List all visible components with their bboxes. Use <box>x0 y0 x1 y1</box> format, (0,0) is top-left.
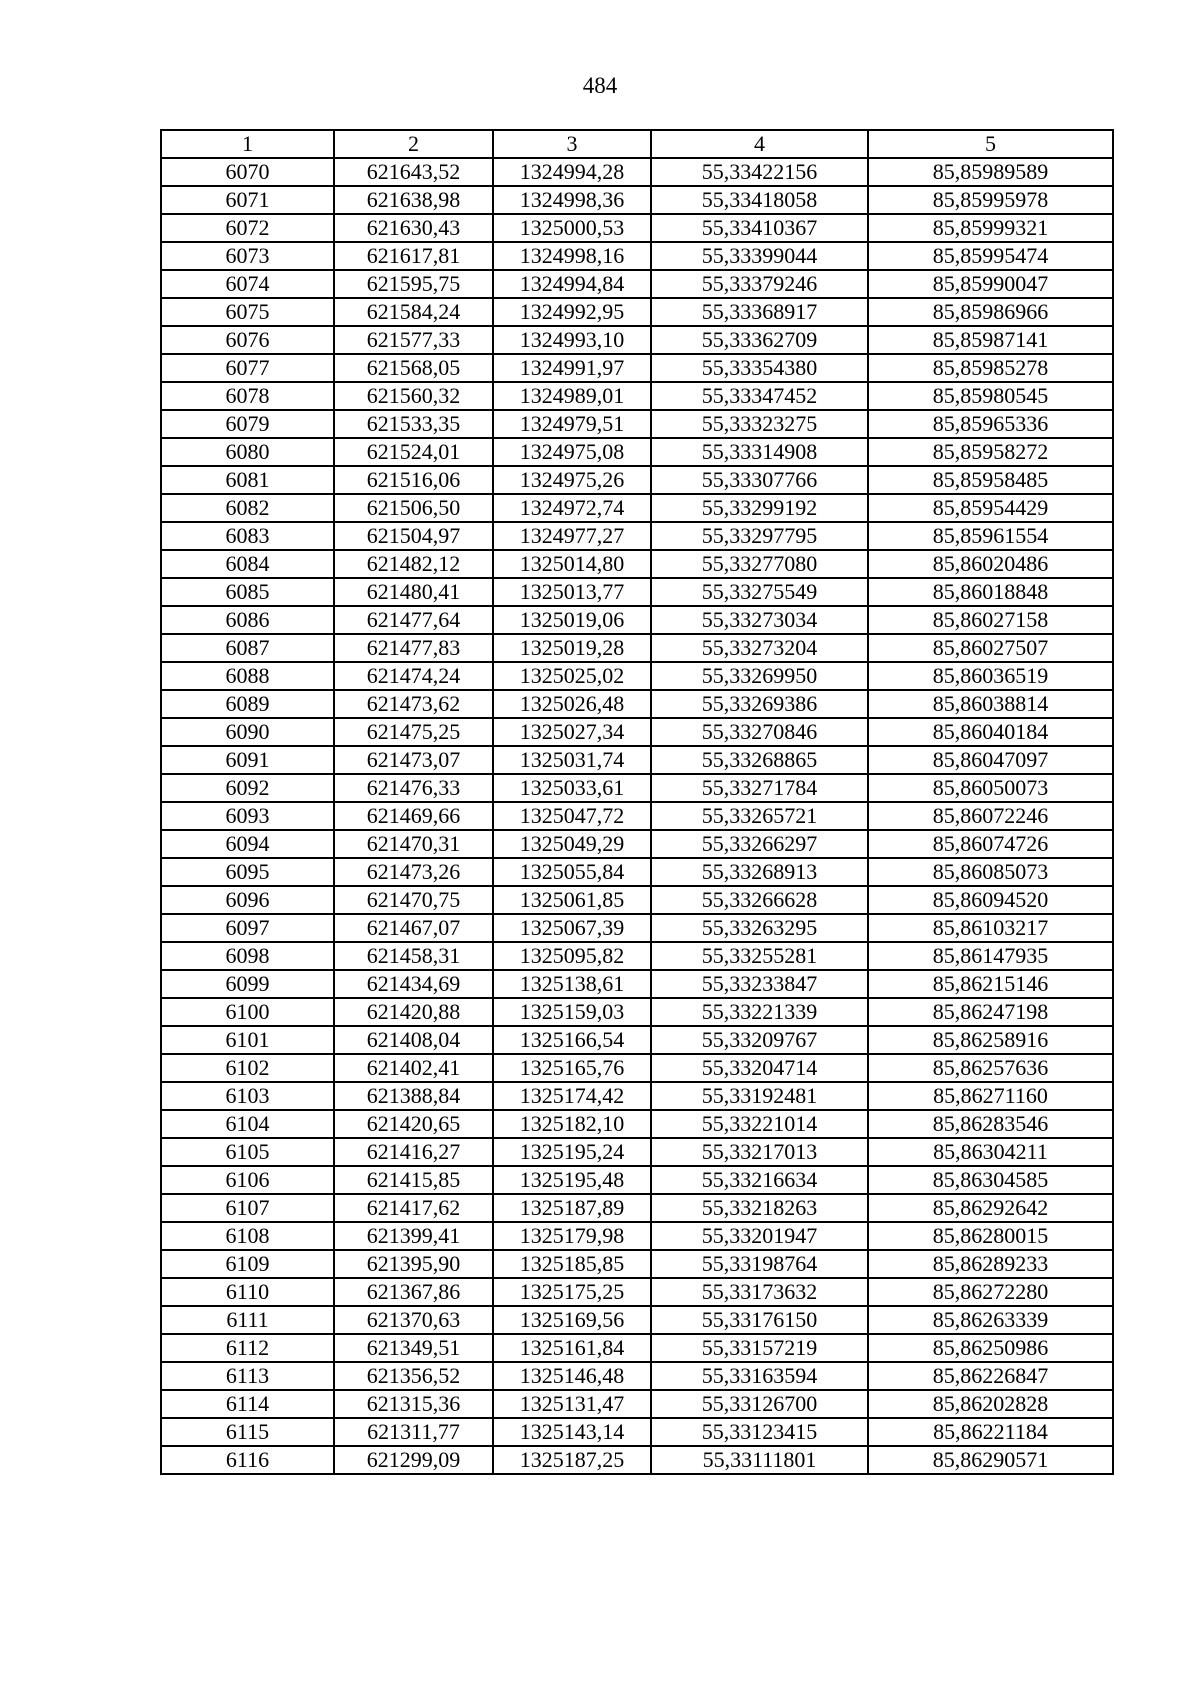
y-coordinate-cell: 1325185,85 <box>493 1250 651 1278</box>
y-coordinate-cell: 1325174,42 <box>493 1082 651 1110</box>
latitude-cell: 55,33255281 <box>651 942 868 970</box>
point-number-cell: 6106 <box>161 1166 334 1194</box>
y-coordinate-cell: 1325000,53 <box>493 214 651 242</box>
x-coordinate-cell: 621504,97 <box>334 522 493 550</box>
latitude-cell: 55,33176150 <box>651 1306 868 1334</box>
y-coordinate-cell: 1325179,98 <box>493 1222 651 1250</box>
latitude-cell: 55,33265721 <box>651 802 868 830</box>
y-coordinate-cell: 1324975,26 <box>493 466 651 494</box>
latitude-cell: 55,33126700 <box>651 1390 868 1418</box>
x-coordinate-cell: 621473,07 <box>334 746 493 774</box>
longitude-cell: 85,85999321 <box>868 214 1113 242</box>
latitude-cell: 55,33422156 <box>651 158 868 186</box>
y-coordinate-cell: 1325055,84 <box>493 858 651 886</box>
y-coordinate-cell: 1324979,51 <box>493 410 651 438</box>
x-coordinate-cell: 621469,66 <box>334 802 493 830</box>
y-coordinate-cell: 1325026,48 <box>493 690 651 718</box>
x-coordinate-cell: 621506,50 <box>334 494 493 522</box>
x-coordinate-cell: 621617,81 <box>334 242 493 270</box>
x-coordinate-cell: 621595,75 <box>334 270 493 298</box>
column-header: 4 <box>651 130 868 158</box>
longitude-cell: 85,86074726 <box>868 830 1113 858</box>
longitude-cell: 85,86072246 <box>868 802 1113 830</box>
longitude-cell: 85,86027158 <box>868 606 1113 634</box>
latitude-cell: 55,33307766 <box>651 466 868 494</box>
latitude-cell: 55,33266297 <box>651 830 868 858</box>
latitude-cell: 55,33314908 <box>651 438 868 466</box>
column-header: 5 <box>868 130 1113 158</box>
point-number-cell: 6103 <box>161 1082 334 1110</box>
latitude-cell: 55,33201947 <box>651 1222 868 1250</box>
point-number-cell: 6097 <box>161 914 334 942</box>
latitude-cell: 55,33221339 <box>651 998 868 1026</box>
x-coordinate-cell: 621349,51 <box>334 1334 493 1362</box>
x-coordinate-cell: 621399,41 <box>334 1222 493 1250</box>
longitude-cell: 85,86215146 <box>868 970 1113 998</box>
longitude-cell: 85,86027507 <box>868 634 1113 662</box>
longitude-cell: 85,86018848 <box>868 578 1113 606</box>
table-row <box>161 1222 1113 1250</box>
latitude-cell: 55,33217013 <box>651 1138 868 1166</box>
latitude-cell: 55,33233847 <box>651 970 868 998</box>
x-coordinate-cell: 621516,06 <box>334 466 493 494</box>
x-coordinate-cell: 621560,32 <box>334 382 493 410</box>
table-row <box>161 942 1113 970</box>
x-coordinate-cell: 621467,07 <box>334 914 493 942</box>
table-row <box>161 1166 1113 1194</box>
longitude-cell: 85,85990047 <box>868 270 1113 298</box>
point-number-cell: 6084 <box>161 550 334 578</box>
latitude-cell: 55,33163594 <box>651 1362 868 1390</box>
table-row <box>161 1026 1113 1054</box>
latitude-cell: 55,33323275 <box>651 410 868 438</box>
point-number-cell: 6107 <box>161 1194 334 1222</box>
table-row <box>161 718 1113 746</box>
longitude-cell: 85,86263339 <box>868 1306 1113 1334</box>
latitude-cell: 55,33399044 <box>651 242 868 270</box>
point-number-cell: 6077 <box>161 354 334 382</box>
point-number-cell: 6098 <box>161 942 334 970</box>
point-number-cell: 6089 <box>161 690 334 718</box>
point-number-cell: 6088 <box>161 662 334 690</box>
table-body <box>161 158 1113 1474</box>
latitude-cell: 55,33270846 <box>651 718 868 746</box>
longitude-cell: 85,85958485 <box>868 466 1113 494</box>
point-number-cell: 6115 <box>161 1418 334 1446</box>
latitude-cell: 55,33216634 <box>651 1166 868 1194</box>
table-row <box>161 662 1113 690</box>
x-coordinate-cell: 621356,52 <box>334 1362 493 1390</box>
table-row <box>161 886 1113 914</box>
longitude-cell: 85,86292642 <box>868 1194 1113 1222</box>
longitude-cell: 85,86250986 <box>868 1334 1113 1362</box>
y-coordinate-cell: 1325027,34 <box>493 718 651 746</box>
table-row <box>161 830 1113 858</box>
y-coordinate-cell: 1325033,61 <box>493 774 651 802</box>
table-row <box>161 746 1113 774</box>
x-coordinate-cell: 621415,85 <box>334 1166 493 1194</box>
point-number-cell: 6081 <box>161 466 334 494</box>
longitude-cell: 85,86040184 <box>868 718 1113 746</box>
y-coordinate-cell: 1324977,27 <box>493 522 651 550</box>
longitude-cell: 85,86272280 <box>868 1278 1113 1306</box>
longitude-cell: 85,85986966 <box>868 298 1113 326</box>
y-coordinate-cell: 1325047,72 <box>493 802 651 830</box>
table-row <box>161 298 1113 326</box>
point-number-cell: 6072 <box>161 214 334 242</box>
table-row <box>161 326 1113 354</box>
longitude-cell: 85,86226847 <box>868 1362 1113 1390</box>
point-number-cell: 6079 <box>161 410 334 438</box>
y-coordinate-cell: 1325025,02 <box>493 662 651 690</box>
table-row <box>161 242 1113 270</box>
longitude-cell: 85,86036519 <box>868 662 1113 690</box>
table-row <box>161 1250 1113 1278</box>
longitude-cell: 85,86271160 <box>868 1082 1113 1110</box>
latitude-cell: 55,33271784 <box>651 774 868 802</box>
longitude-cell: 85,86050073 <box>868 774 1113 802</box>
x-coordinate-cell: 621477,64 <box>334 606 493 634</box>
latitude-cell: 55,33273034 <box>651 606 868 634</box>
latitude-cell: 55,33418058 <box>651 186 868 214</box>
point-number-cell: 6091 <box>161 746 334 774</box>
y-coordinate-cell: 1325159,03 <box>493 998 651 1026</box>
longitude-cell: 85,85987141 <box>868 326 1113 354</box>
latitude-cell: 55,33354380 <box>651 354 868 382</box>
point-number-cell: 6101 <box>161 1026 334 1054</box>
x-coordinate-cell: 621367,86 <box>334 1278 493 1306</box>
x-coordinate-cell: 621299,09 <box>334 1446 493 1474</box>
table-row <box>161 550 1113 578</box>
point-number-cell: 6071 <box>161 186 334 214</box>
table-row <box>161 1110 1113 1138</box>
longitude-cell: 85,85958272 <box>868 438 1113 466</box>
point-number-cell: 6092 <box>161 774 334 802</box>
page-number: 484 <box>582 73 618 98</box>
table-row <box>161 270 1113 298</box>
point-number-cell: 6087 <box>161 634 334 662</box>
point-number-cell: 6070 <box>161 158 334 186</box>
longitude-cell: 85,86290571 <box>868 1446 1113 1474</box>
latitude-cell: 55,33269386 <box>651 690 868 718</box>
point-number-cell: 6099 <box>161 970 334 998</box>
column-header: 1 <box>161 130 334 158</box>
point-number-cell: 6114 <box>161 1390 334 1418</box>
x-coordinate-cell: 621630,43 <box>334 214 493 242</box>
table-row <box>161 382 1113 410</box>
x-coordinate-cell: 621470,31 <box>334 830 493 858</box>
y-coordinate-cell: 1325095,82 <box>493 942 651 970</box>
table-row <box>161 466 1113 494</box>
y-coordinate-cell: 1325061,85 <box>493 886 651 914</box>
y-coordinate-cell: 1325166,54 <box>493 1026 651 1054</box>
table-row <box>161 1194 1113 1222</box>
y-coordinate-cell: 1325138,61 <box>493 970 651 998</box>
x-coordinate-cell: 621420,65 <box>334 1110 493 1138</box>
y-coordinate-cell: 1324998,16 <box>493 242 651 270</box>
point-number-cell: 6074 <box>161 270 334 298</box>
longitude-cell: 85,85995474 <box>868 242 1113 270</box>
table-row <box>161 690 1113 718</box>
y-coordinate-cell: 1325014,80 <box>493 550 651 578</box>
latitude-cell: 55,33379246 <box>651 270 868 298</box>
y-coordinate-cell: 1324994,28 <box>493 158 651 186</box>
longitude-cell: 85,86221184 <box>868 1418 1113 1446</box>
table-row <box>161 998 1113 1026</box>
x-coordinate-cell: 621395,90 <box>334 1250 493 1278</box>
y-coordinate-cell: 1325019,06 <box>493 606 651 634</box>
y-coordinate-cell: 1325195,48 <box>493 1166 651 1194</box>
x-coordinate-cell: 621416,27 <box>334 1138 493 1166</box>
y-coordinate-cell: 1325146,48 <box>493 1362 651 1390</box>
y-coordinate-cell: 1325169,56 <box>493 1306 651 1334</box>
column-header: 2 <box>334 130 493 158</box>
y-coordinate-cell: 1325013,77 <box>493 578 651 606</box>
latitude-cell: 55,33275549 <box>651 578 868 606</box>
y-coordinate-cell: 1325187,89 <box>493 1194 651 1222</box>
latitude-cell: 55,33297795 <box>651 522 868 550</box>
x-coordinate-cell: 621474,24 <box>334 662 493 690</box>
point-number-cell: 6076 <box>161 326 334 354</box>
latitude-cell: 55,33173632 <box>651 1278 868 1306</box>
x-coordinate-cell: 621370,63 <box>334 1306 493 1334</box>
longitude-cell: 85,85954429 <box>868 494 1113 522</box>
table-row <box>161 1418 1113 1446</box>
x-coordinate-cell: 621420,88 <box>334 998 493 1026</box>
latitude-cell: 55,33266628 <box>651 886 868 914</box>
table-row <box>161 634 1113 662</box>
longitude-cell: 85,85961554 <box>868 522 1113 550</box>
point-number-cell: 6112 <box>161 1334 334 1362</box>
longitude-cell: 85,85965336 <box>868 410 1113 438</box>
y-coordinate-cell: 1324972,74 <box>493 494 651 522</box>
table-row <box>161 1306 1113 1334</box>
longitude-cell: 85,86103217 <box>868 914 1113 942</box>
x-coordinate-cell: 621524,01 <box>334 438 493 466</box>
table-row <box>161 858 1113 886</box>
x-coordinate-cell: 621480,41 <box>334 578 493 606</box>
x-coordinate-cell: 621476,33 <box>334 774 493 802</box>
point-number-cell: 6113 <box>161 1362 334 1390</box>
coordinates-table <box>160 129 1114 1475</box>
point-number-cell: 6116 <box>161 1446 334 1474</box>
table-row <box>161 214 1113 242</box>
table-row <box>161 1138 1113 1166</box>
table-row <box>161 410 1113 438</box>
latitude-cell: 55,33268865 <box>651 746 868 774</box>
latitude-cell: 55,33192481 <box>651 1082 868 1110</box>
y-coordinate-cell: 1325031,74 <box>493 746 651 774</box>
y-coordinate-cell: 1325175,25 <box>493 1278 651 1306</box>
x-coordinate-cell: 621577,33 <box>334 326 493 354</box>
table-row <box>161 578 1113 606</box>
y-coordinate-cell: 1324991,97 <box>493 354 651 382</box>
table-row <box>161 802 1113 830</box>
point-number-cell: 6096 <box>161 886 334 914</box>
point-number-cell: 6094 <box>161 830 334 858</box>
table-row <box>161 494 1113 522</box>
longitude-cell: 85,85989589 <box>868 158 1113 186</box>
table-row <box>161 914 1113 942</box>
x-coordinate-cell: 621458,31 <box>334 942 493 970</box>
latitude-cell: 55,33269950 <box>651 662 868 690</box>
y-coordinate-cell: 1324975,08 <box>493 438 651 466</box>
point-number-cell: 6085 <box>161 578 334 606</box>
longitude-cell: 85,86280015 <box>868 1222 1113 1250</box>
latitude-cell: 55,33362709 <box>651 326 868 354</box>
y-coordinate-cell: 1325143,14 <box>493 1418 651 1446</box>
latitude-cell: 55,33218263 <box>651 1194 868 1222</box>
y-coordinate-cell: 1324989,01 <box>493 382 651 410</box>
longitude-cell: 85,86202828 <box>868 1390 1113 1418</box>
table-header-row <box>161 130 1113 158</box>
point-number-cell: 6104 <box>161 1110 334 1138</box>
point-number-cell: 6075 <box>161 298 334 326</box>
latitude-cell: 55,33198764 <box>651 1250 868 1278</box>
x-coordinate-cell: 621388,84 <box>334 1082 493 1110</box>
point-number-cell: 6093 <box>161 802 334 830</box>
y-coordinate-cell: 1325161,84 <box>493 1334 651 1362</box>
table-row <box>161 186 1113 214</box>
longitude-cell: 85,86047097 <box>868 746 1113 774</box>
x-coordinate-cell: 621482,12 <box>334 550 493 578</box>
y-coordinate-cell: 1325187,25 <box>493 1446 651 1474</box>
table-row <box>161 1054 1113 1082</box>
latitude-cell: 55,33209767 <box>651 1026 868 1054</box>
point-number-cell: 6109 <box>161 1250 334 1278</box>
x-coordinate-cell: 621475,25 <box>334 718 493 746</box>
latitude-cell: 55,33368917 <box>651 298 868 326</box>
table-row <box>161 158 1113 186</box>
point-number-cell: 6090 <box>161 718 334 746</box>
longitude-cell: 85,86283546 <box>868 1110 1113 1138</box>
x-coordinate-cell: 621643,52 <box>334 158 493 186</box>
column-header: 3 <box>493 130 651 158</box>
table-row <box>161 1390 1113 1418</box>
table-row <box>161 438 1113 466</box>
x-coordinate-cell: 621638,98 <box>334 186 493 214</box>
latitude-cell: 55,33157219 <box>651 1334 868 1362</box>
table-row <box>161 1082 1113 1110</box>
table-row <box>161 970 1113 998</box>
y-coordinate-cell: 1325165,76 <box>493 1054 651 1082</box>
y-coordinate-cell: 1324994,84 <box>493 270 651 298</box>
longitude-cell: 85,86289233 <box>868 1250 1113 1278</box>
point-number-cell: 6078 <box>161 382 334 410</box>
longitude-cell: 85,86147935 <box>868 942 1113 970</box>
latitude-cell: 55,33410367 <box>651 214 868 242</box>
point-number-cell: 6102 <box>161 1054 334 1082</box>
x-coordinate-cell: 621408,04 <box>334 1026 493 1054</box>
latitude-cell: 55,33111801 <box>651 1446 868 1474</box>
x-coordinate-cell: 621470,75 <box>334 886 493 914</box>
y-coordinate-cell: 1325049,29 <box>493 830 651 858</box>
x-coordinate-cell: 621584,24 <box>334 298 493 326</box>
x-coordinate-cell: 621311,77 <box>334 1418 493 1446</box>
longitude-cell: 85,86247198 <box>868 998 1113 1026</box>
x-coordinate-cell: 621417,62 <box>334 1194 493 1222</box>
point-number-cell: 6095 <box>161 858 334 886</box>
y-coordinate-cell: 1325182,10 <box>493 1110 651 1138</box>
y-coordinate-cell: 1324998,36 <box>493 186 651 214</box>
longitude-cell: 85,85995978 <box>868 186 1113 214</box>
latitude-cell: 55,33273204 <box>651 634 868 662</box>
table-row <box>161 606 1113 634</box>
table-row <box>161 1446 1113 1474</box>
latitude-cell: 55,33204714 <box>651 1054 868 1082</box>
longitude-cell: 85,86038814 <box>868 690 1113 718</box>
latitude-cell: 55,33299192 <box>651 494 868 522</box>
latitude-cell: 55,33347452 <box>651 382 868 410</box>
latitude-cell: 55,33277080 <box>651 550 868 578</box>
x-coordinate-cell: 621315,36 <box>334 1390 493 1418</box>
point-number-cell: 6100 <box>161 998 334 1026</box>
table-row <box>161 1362 1113 1390</box>
point-number-cell: 6108 <box>161 1222 334 1250</box>
y-coordinate-cell: 1325019,28 <box>493 634 651 662</box>
point-number-cell: 6105 <box>161 1138 334 1166</box>
latitude-cell: 55,33221014 <box>651 1110 868 1138</box>
longitude-cell: 85,85980545 <box>868 382 1113 410</box>
y-coordinate-cell: 1325195,24 <box>493 1138 651 1166</box>
x-coordinate-cell: 621473,26 <box>334 858 493 886</box>
x-coordinate-cell: 621473,62 <box>334 690 493 718</box>
y-coordinate-cell: 1325067,39 <box>493 914 651 942</box>
table-row <box>161 774 1113 802</box>
y-coordinate-cell: 1325131,47 <box>493 1390 651 1418</box>
longitude-cell: 85,85985278 <box>868 354 1113 382</box>
x-coordinate-cell: 621402,41 <box>334 1054 493 1082</box>
longitude-cell: 85,86094520 <box>868 886 1113 914</box>
x-coordinate-cell: 621568,05 <box>334 354 493 382</box>
point-number-cell: 6080 <box>161 438 334 466</box>
table-row <box>161 1278 1113 1306</box>
table-row <box>161 354 1113 382</box>
y-coordinate-cell: 1324993,10 <box>493 326 651 354</box>
point-number-cell: 6111 <box>161 1306 334 1334</box>
x-coordinate-cell: 621434,69 <box>334 970 493 998</box>
longitude-cell: 85,86304585 <box>868 1166 1113 1194</box>
latitude-cell: 55,33123415 <box>651 1418 868 1446</box>
latitude-cell: 55,33263295 <box>651 914 868 942</box>
longitude-cell: 85,86304211 <box>868 1138 1113 1166</box>
point-number-cell: 6086 <box>161 606 334 634</box>
point-number-cell: 6073 <box>161 242 334 270</box>
y-coordinate-cell: 1324992,95 <box>493 298 651 326</box>
longitude-cell: 85,86020486 <box>868 550 1113 578</box>
x-coordinate-cell: 621533,35 <box>334 410 493 438</box>
table-row <box>161 522 1113 550</box>
point-number-cell: 6110 <box>161 1278 334 1306</box>
point-number-cell: 6082 <box>161 494 334 522</box>
latitude-cell: 55,33268913 <box>651 858 868 886</box>
point-number-cell: 6083 <box>161 522 334 550</box>
longitude-cell: 85,86085073 <box>868 858 1113 886</box>
x-coordinate-cell: 621477,83 <box>334 634 493 662</box>
table-row <box>161 1334 1113 1362</box>
longitude-cell: 85,86258916 <box>868 1026 1113 1054</box>
longitude-cell: 85,86257636 <box>868 1054 1113 1082</box>
